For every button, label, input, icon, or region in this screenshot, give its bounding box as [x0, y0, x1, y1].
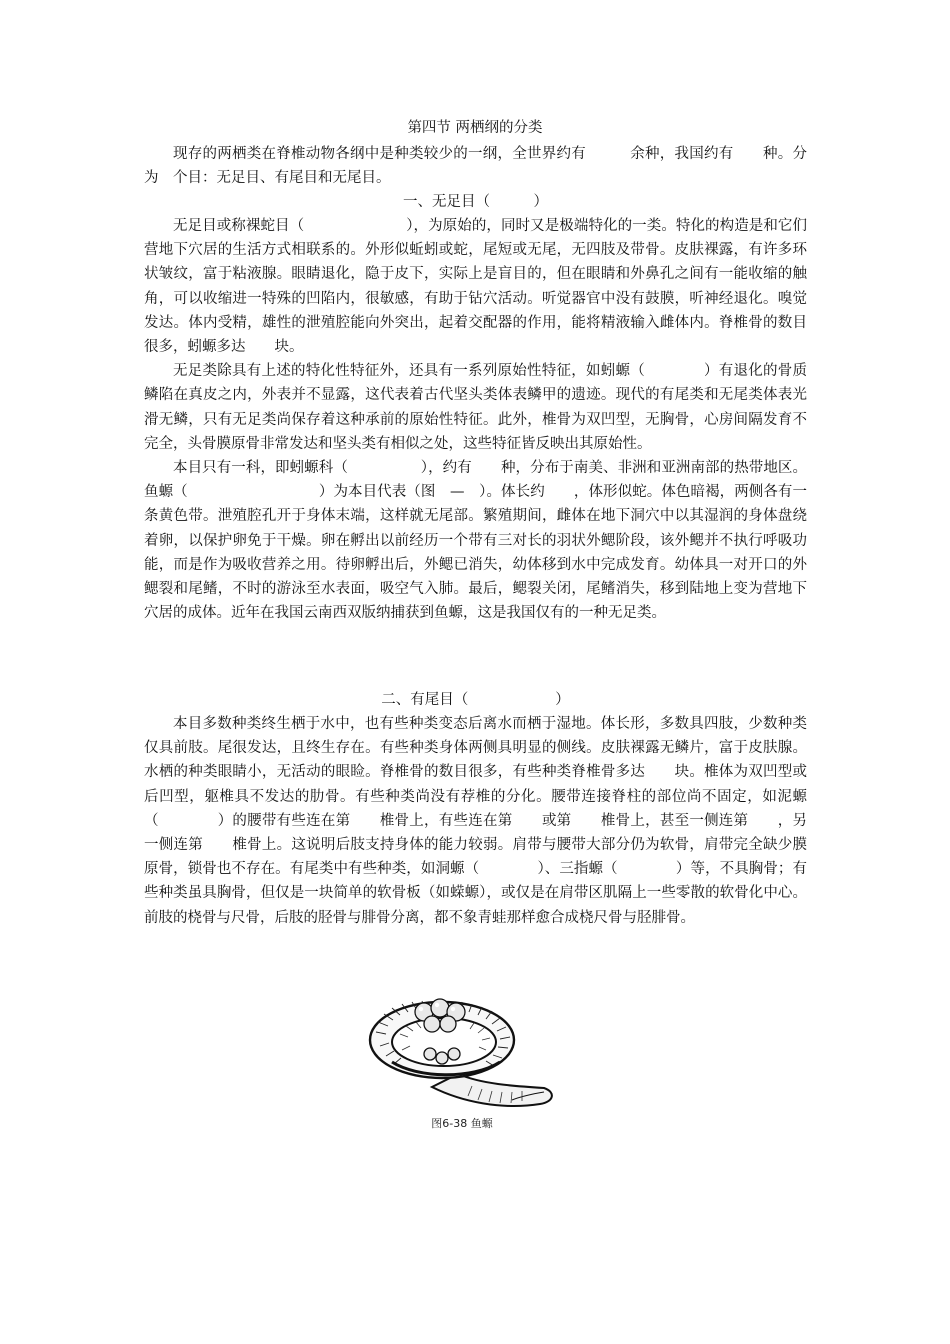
intro-paragraph: 现存的两栖类在脊椎动物各纲中是种类较少的一纲，全世界约有 余种，我国约有 种。分为 个目：无足目、有尾目和无尾目。 [144, 146, 807, 187]
heading-apoda: 一、无足目（ ） [403, 194, 548, 210]
caecilian-illustration [362, 982, 562, 1132]
caudata-block [144, 712, 807, 930]
intro-block [144, 142, 807, 190]
paragraph-apoda-family: 本目只有一科，即蚓螈科（ ），约有 种，分布于南美、非洲和亚洲南部的热带地区。鱼螈（ ）为本目代表（图 — ）。体长约 ，体形似蛇。体色暗褐，两侧各有一条黄色带。泄殖腔孔开于身体末端，这样就无尾部。繁殖期间，雌体在地下洞穴中以其湿润的身体盘绕着卵，以保护卵免于干燥。卵在孵出以前经历一个带有三对长的羽状外鳃阶段，该外鳃并不执行呼吸功能，而是作为吸收营养之用。待卵孵出后，外鳃已消失，幼体移到水中完成发育。幼体具一对开口的外鳃裂和尾鳍，不时的游泳至水表面，吸空气入肺。最后，鳃裂关闭，尾鳍消失，移到陆地上变为营地下穴居的成体。近年在我国云南西双版纳捕获到鱼螈，这是我国仅有的一种无足类。 [144, 460, 807, 622]
paragraph-apoda-primitive: 无足类除具有上述的特化性特征外，还具有一系列原始性特征，如蚓螈（ ）有退化的骨质鳞陷在真皮之内，外表并不显露，这代表着古代坚头类体表鳞甲的遗迹。现代的有尾类和无尾类体表光滑无鳞，只有无足类尚保存着这种承前的原始性特征。此外，椎骨为双凹型，无胸骨，心房间隔发育不完全，头骨膜原骨非常发达和坚头类有相似之处，这些特征皆反映出其原始性。 [144, 363, 807, 452]
figure-caption: 图6-38 鱼螈 [431, 1117, 493, 1130]
apoda-block [144, 214, 807, 625]
heading-caudata: 二、有尾目（ ） [381, 692, 570, 708]
section-title: 第四节 两栖纲的分类 [407, 120, 543, 136]
paragraph-apoda-intro: 无足目或称裸蛇目（ ），为原始的，同时又是极端特化的一类。特化的构造是和它们营地下穴居的生活方式相联系的。外形似蚯蚓或蛇，尾短或无尾，无四肢及带骨。皮肤裸露，有许多环状皱纹，富于粘液腺。眼睛退化，隐于皮下，实际上是盲目的，但在眼睛和外鼻孔之间有一能收缩的触角，可以收缩进一特殊的凹陷内，很敏感，有助于钻穴活动。听觉器官中没有鼓膜，听神经退化。嗅觉发达。体内受精，雄性的泄殖腔能向外突出，起着交配器的作用，能将精液输入雌体内。脊椎骨的数目很多，蚓螈多达 块。 [144, 218, 807, 356]
paragraph-caudata: 本目多数种类终生栖于水中，也有些种类变态后离水而栖于湿地。体长形，多数具四肢，少数种类仅具前肢。尾很发达，且终生存在。有些种类身体两侧具明显的侧线。皮肤裸露无鳞片，富于皮肤腺。水栖的种类眼睛小，无活动的眼睑。脊椎骨的数目很多，有些种类脊椎骨多达 块。椎体为双凹型或后凹型，躯椎具不发达的肋骨。有些种类尚没有荐椎的分化。腰带连接脊柱的部位尚不固定，如泥螈（ ）的腰带有些连在第 椎骨上，有些连在第 或第 椎骨上，甚至一侧连第 ，另一侧连第 椎骨上。这说明后肢支持身体的能力较弱。肩带与腰带大部分仍为软骨，肩带完全缺少膜原骨，锁骨也不存在。有尾类中有些种类，如洞螈（ ）、三指螈（ ）等，不具胸骨；有些种类虽具胸骨，但仅是一块简单的软骨板（如蝾螈），或仅是在肩带区肌隔上一些零散的软骨化中心。前肢的桡骨与尺骨，后肢的胫骨与腓骨分离，都不象青蛙那样愈合成桡尺骨与胫腓骨。 [144, 716, 807, 926]
caecilian-drawing [362, 982, 562, 1122]
